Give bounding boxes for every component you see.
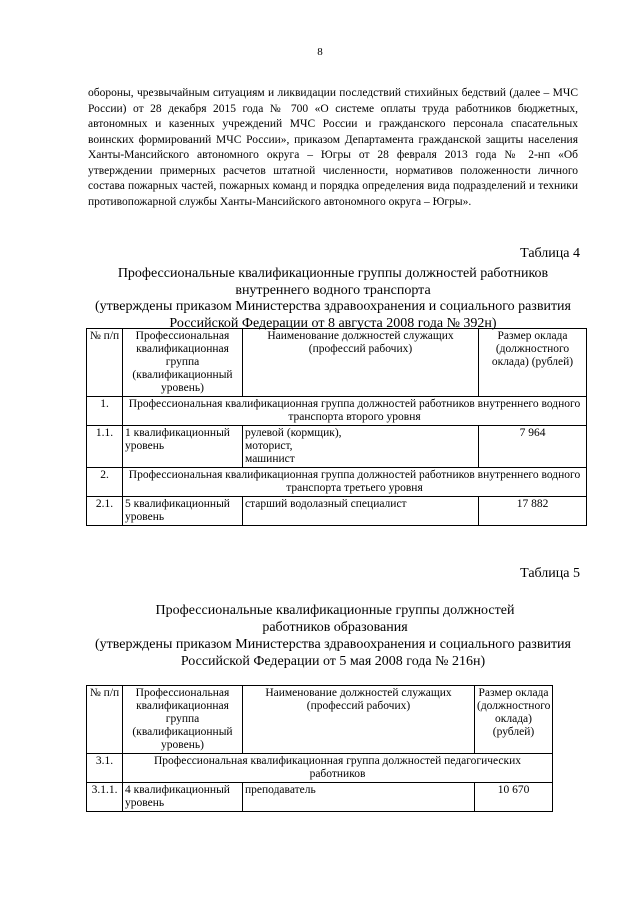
row-group-title: Профессиональная квалификационная группа должностей работников внутреннего водного транспорта второго уровня	[123, 397, 587, 426]
table-row	[87, 497, 587, 526]
position-item: старший водолазный специалист	[245, 498, 407, 510]
row-num: 1.1.	[87, 426, 123, 468]
row-group-title: Профессиональная квалификационная группа должностей работников внутреннего водного транспорта третьего уровня	[123, 468, 587, 497]
table-row	[87, 468, 587, 497]
table-row	[87, 754, 553, 783]
position-item: машинист	[245, 453, 295, 465]
header-salary: Размер оклада (должностного оклада) (рублей)	[475, 686, 553, 754]
header-group: Профессиональная квалификационная группа (квалификационный уровень)	[123, 329, 243, 397]
table-4-title: Профессиональные квалификационные группы должностей работников внутреннего водного транспорта	[117, 266, 549, 298]
table-4-subtitle: (утверждены приказом Министерства здравоохранения и социального развития Российской Федерации от 8 августа 2008 года № 392н)	[94, 299, 571, 331]
table-4-header-row	[87, 329, 587, 397]
position-item: моторист,	[245, 440, 293, 452]
row-level: 5 квалификационный уровень	[123, 497, 243, 526]
row-positions	[243, 426, 479, 468]
page-number: 8	[317, 46, 323, 58]
row-num: 3.1.	[87, 754, 123, 783]
header-group: Профессиональная квалификационная группа (квалификационный уровень)	[123, 686, 243, 754]
table-row	[87, 783, 553, 812]
row-level: 4 квалификационный уровень	[123, 783, 243, 812]
header-salary: Размер оклада (должностного оклада) (рублей)	[479, 329, 587, 397]
table-4	[86, 328, 587, 526]
row-num: 1.	[87, 397, 123, 426]
header-num: № п/п	[87, 686, 123, 754]
table-5-title: Профессиональные квалификационные группы должностей работников образования	[155, 603, 515, 635]
row-salary: 17 882	[479, 497, 587, 526]
row-level: 1 квалификационный уровень	[123, 426, 243, 468]
table-5-label: Таблица 5	[520, 566, 580, 581]
table-5-subtitle: (утверждены приказом Министерства здравоохранения и социального развития Российской Федерации от 5 мая 2008 года № 216н)	[94, 637, 571, 669]
header-num: № п/п	[87, 329, 123, 397]
row-group-title: Профессиональная квалификационная группа должностей педагогических работников	[123, 754, 553, 783]
table-row	[87, 397, 587, 426]
row-salary: 7 964	[479, 426, 587, 468]
row-salary: 10 670	[475, 783, 553, 812]
row-num: 2.1.	[87, 497, 123, 526]
row-num: 2.	[87, 468, 123, 497]
table-4-label: Таблица 4	[520, 246, 580, 261]
row-positions	[243, 497, 479, 526]
table-5-header-row	[87, 686, 553, 754]
header-positions: Наименование должностей служащих (профессий рабочих)	[243, 686, 475, 754]
row-num: 3.1.1.	[87, 783, 123, 812]
table-row	[87, 426, 587, 468]
table-5	[86, 685, 553, 812]
position-item: рулевой (кормщик),	[245, 427, 342, 439]
position-item: преподаватель	[245, 784, 316, 796]
intro-paragraph: обороны, чрезвычайным ситуациям и ликвидации последствий стихийных бедствий (далее – МЧС России) от 28 декабря 2015 года № 700 «О системе оплаты труда работников бюджетных, автономных и казенных учреждений МЧС России и гражданского персонала спасательных воинских формирований МЧС России», приказом Департамента гражданской защиты населения Ханты-Мансийского автономного округа – Югры от 28 февраля 2013 года № 2-нп «Об утверждении примерных расчетов штатной численности, нормативов положенности личного состава пожарных частей, пожарных команд и порядка определения вида подразделений и техники противопожарной службы Ханты-Мансийского автономного округа – Югры».	[88, 87, 578, 208]
header-positions: Наименование должностей служащих (профессий рабочих)	[243, 329, 479, 397]
row-positions	[243, 783, 475, 812]
